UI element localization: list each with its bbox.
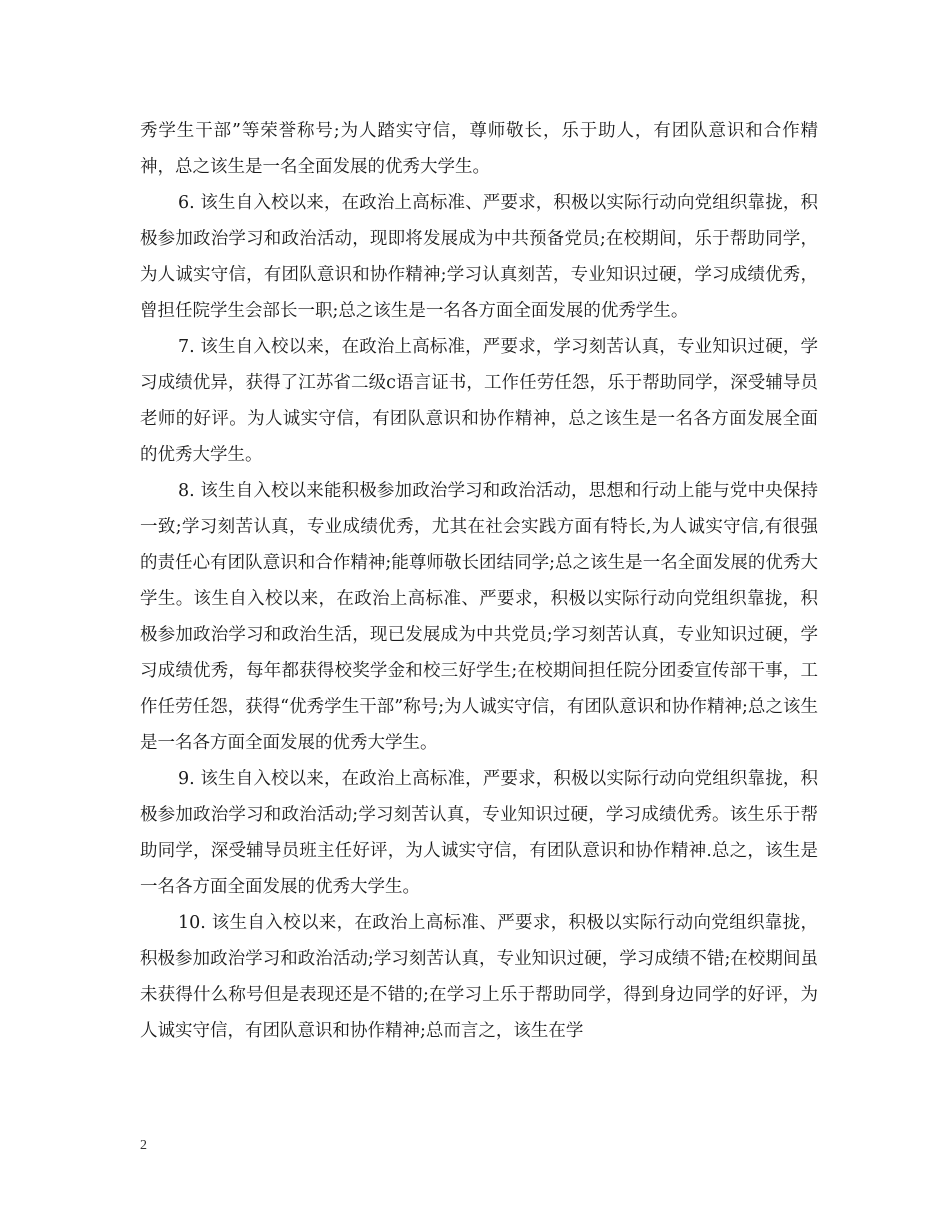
paragraph-item-6: 6. 该生自入校以来，在政治上高标准、严要求，积极以实际行动向党组织靠拢，积极参加政治学习和政治活动，现即将发展成为中共预备党员;在校期间，乐于帮助同学，为人诚实守信，有团队意识和协作精神;学习认真刻苦，专业知识过硬，学习成绩优秀，曾担任院学生会部长一职;总之该生是一名各方面全面发展的优秀学生。	[140, 193, 818, 321]
paragraph-item-10: 10. 该生自入校以来，在政治上高标准、严要求，积极以实际行动向党组织靠拢，积极参加政治学习和政治活动;学习刻苦认真，专业知识过硬，学习成绩不错;在校期间虽未获得什么称号但是表现还是不错的;在学习上乐于帮助同学，得到身边同学的好评，为人诚实守信，有团队意识和协作精神;总而言之，该生在学	[140, 913, 818, 1041]
paragraph-item-9: 9. 该生自入校以来，在政治上高标准，严要求，积极以实际行动向党组织靠拢，积极参加政治学习和政治活动;学习刻苦认真，专业知识过硬，学习成绩优秀。该生乐于帮助同学，深受辅导员班主任好评，为人诚实守信，有团队意识和协作精神.总之，该生是一名各方面全面发展的优秀大学生。	[140, 769, 818, 897]
page-number: 2	[140, 1138, 147, 1153]
paragraph-item-8: 8. 该生自入校以来能积极参加政治学习和政治活动，思想和行动上能与党中央保持一致;学习刻苦认真，专业成绩优秀，尤其在社会实践方面有特长,为人诚实守信,有很强的责任心有团队意识和合作精神;能尊师敬长团结同学;总之该生是一名全面发展的优秀大学生。该生自入校以来，在政治上高标准、严要求，积极以实际行动向党组织靠拢，积极参加政治学习和政治生活，现已发展成为中共党员;学习刻苦认真，专业知识过硬，学习成绩优秀，每年都获得校奖学金和校三好学生;在校期间担任院分团委宣传部干事，工作任劳任怨，获得“优秀学生干部”称号;为人诚实守信，有团队意识和协作精神;总之该生是一名各方面全面发展的优秀大学生。	[140, 481, 818, 753]
paragraph-item-7: 7. 该生自入校以来，在政治上高标准，严要求，学习刻苦认真，专业知识过硬，学习成绩优异，获得了江苏省二级c语言证书，工作任劳任怨，乐于帮助同学，深受辅导员老师的好评。为人诚实守信，有团队意识和协作精神，总之该生是一名各方面发展全面的优秀大学生。	[140, 337, 818, 465]
paragraph-continued: 秀学生干部”等荣誉称号;为人踏实守信，尊师敬长，乐于助人，有团队意识和合作精神，总之该生是一名全面发展的优秀大学生。	[140, 121, 818, 177]
document-body	[140, 113, 818, 1049]
